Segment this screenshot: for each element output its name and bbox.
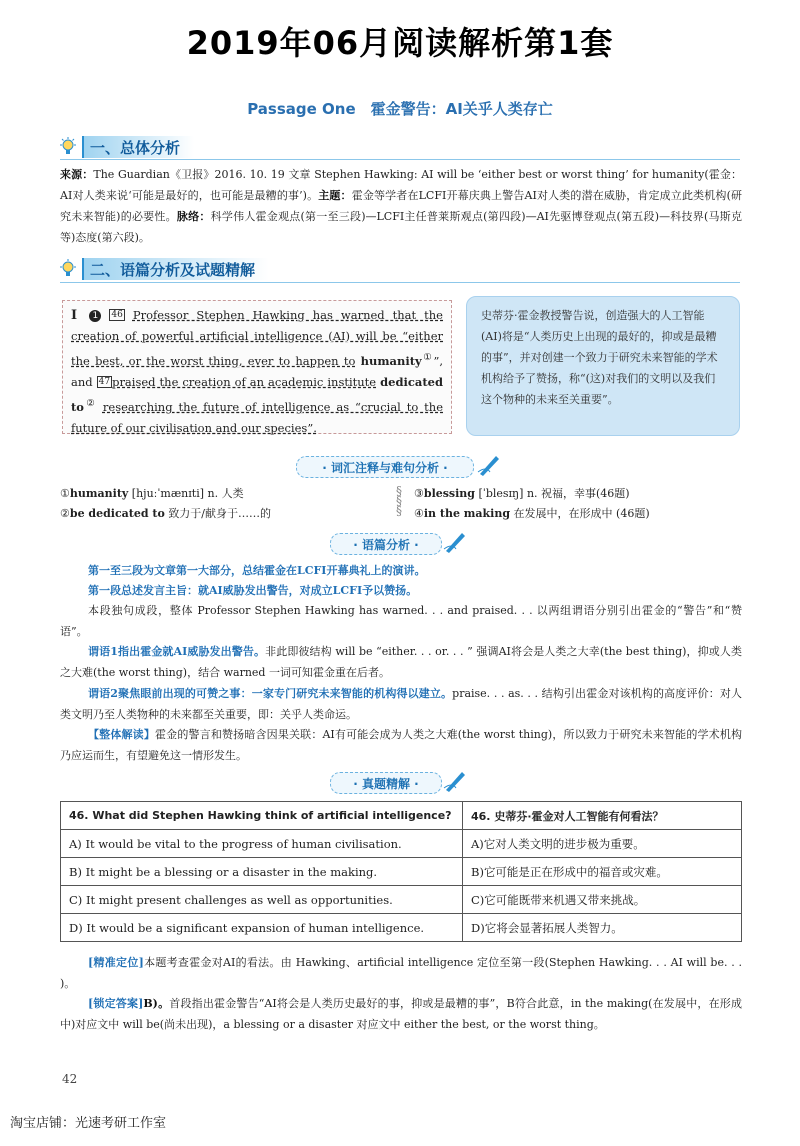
vocab-item	[414, 504, 650, 524]
page-title: 2019年06月阅读解析第1套	[186, 24, 614, 62]
passage-sentence-1: Professor Stephen Hawking has warned that the creation of powerful artificial intelligence (AI) will be “either the best, or the worst thing, ever to happen to	[71, 308, 443, 368]
vocab-word: blessing	[423, 487, 475, 500]
discourse-subhead: 谓语1指出霍金就AI威胁发出警告。	[88, 645, 266, 658]
vocab-definition: 在发展中，在形成中 (46题)	[513, 507, 650, 520]
passage-box	[62, 300, 452, 434]
table-row	[61, 858, 742, 886]
vocab-phonetic: [hjuːˈmænɪti]	[131, 487, 205, 500]
vocab-item	[60, 504, 271, 524]
vocab-number: ③	[414, 487, 424, 500]
option-en: C) It might present challenges as well as opportunities.	[61, 886, 463, 914]
translation-box: 史蒂芬·霍金教授警告说，创造强大的人工智能(AI)将是“人类历史上出现的最好的，抑或是最糟的事”，并对创建一个致力于研究未来智能的学术机构给予了赞扬，称“(这)对我们的文明以及我们这个物种的未来至关重要”。	[466, 296, 740, 436]
section-heading-overall	[58, 134, 194, 160]
answer-label: [锁定答案]	[88, 997, 144, 1010]
discourse-text: praise. . . as. . . 结构引出霍金对该机构的高度评价：对人类文明乃至人类物种的未来都至关重要，即：关乎人类命运。	[60, 687, 742, 721]
answer-key	[60, 993, 742, 1035]
theme-label: 主题：	[318, 189, 352, 202]
passage-sentence-2: ”, and	[71, 353, 443, 389]
divider	[60, 159, 740, 160]
roman-numeral: Ⅰ	[71, 308, 82, 323]
source-label: 来源：	[60, 168, 94, 181]
answer-text: 首段指出霍金警告“AI将会是人类历史最好的事，抑或是最糟的事”，B符合此意，in the making(在发展中，在形成中)对应文中 will be(尚未出现)，a blessing or a disaster 对应文中 either the best, or the worst thing。	[60, 997, 742, 1031]
discourse-text: 本段独句成段，整体 Professor Stephen Hawking has warned. . . and praised. . . 以两组谓语分别引出霍金的“警告”和“赞语”。	[60, 604, 742, 638]
note-marker: ①	[421, 352, 434, 363]
vocab-separator: § § §	[396, 484, 402, 518]
question-en: 46. What did Stephen Hawking think of artificial intelligence?	[61, 802, 463, 830]
answer-locate	[60, 952, 742, 994]
pen-icon	[442, 529, 468, 553]
divider	[60, 282, 740, 283]
vocab-label: · 词汇注释与难句分析 ·	[296, 456, 474, 478]
page-number: 42	[62, 1072, 78, 1086]
discourse-text: 霍金的警言和赞扬暗含因果关联：AI有可能会成为人类之大难(the worst thing)，所以致力于研究未来智能的学术机构乃应运而生，有望避免这一情形发生。	[60, 728, 743, 762]
vocab-number: ①	[60, 487, 70, 500]
outline-label: 脉络：	[176, 210, 211, 223]
note-marker: ②	[83, 397, 98, 409]
option-en: B) It might be a blessing or a disaster in the making.	[61, 858, 463, 886]
table-row	[61, 830, 742, 858]
vocab-number: ④	[414, 507, 424, 520]
discourse-part-summary: 第一至三段为文章第一大部分，总结霍金在LCFI开幕典礼上的演讲。	[88, 564, 426, 577]
option-cn: B)它可能是正在形成中的福音或灾难。	[463, 858, 742, 886]
vocab-item	[414, 484, 630, 504]
vocab-word: humanity	[69, 487, 129, 500]
footer-shop-text: 淘宝店铺：光速考研工作室	[10, 1116, 167, 1131]
section-heading-label: 二、语篇分析及试题精解	[82, 258, 269, 280]
discourse-predicate-2	[60, 683, 742, 725]
section-heading-label: 一、总体分析	[82, 136, 194, 158]
locate-text: 本题考查霍金对AI的看法。由 Hawking、artificial intelligence 定位至第一段(Stephen Hawking. . . AI will be. . . )。	[60, 956, 742, 990]
passage-sentence-3: praised the creation of an academic institute	[112, 374, 377, 389]
option-en: D) It would be a significant expansion of human intelligence.	[61, 914, 463, 942]
question-table	[60, 801, 742, 942]
discourse-predicate-1	[60, 641, 742, 683]
lightbulb-icon	[58, 259, 78, 279]
option-cn: D)它将会显著拓展人类智力。	[463, 914, 742, 942]
theme-text: 霍金等学者在LCFI开幕庆典上警告AI对人类的潜在威胁，肯定成立此类机构(研究未来智能)的必要性。	[60, 189, 743, 223]
line-marker: 46	[111, 310, 123, 320]
pen-icon	[476, 452, 502, 476]
option-cn: C)它可能既带来机遇又带来挑战。	[463, 886, 742, 914]
option-en: A) It would be vital to the progress of human civilisation.	[61, 830, 463, 858]
option-cn: A)它对人类文明的进步极为重要。	[463, 830, 742, 858]
vocab-number: ②	[60, 507, 70, 520]
table-row	[61, 914, 742, 942]
line-marker: 47	[98, 376, 111, 387]
vocab-definition: n. 祝福，幸事(46题)	[526, 487, 630, 500]
keyword-dedicated: dedicated to	[71, 374, 444, 414]
pen-icon	[442, 768, 468, 792]
vocab-definition: 致力于/献身于……的	[168, 507, 272, 520]
answer-choice: B)。	[143, 997, 170, 1010]
vocab-phonetic: [ˈblesɪŋ]	[478, 487, 524, 500]
passage-title: Passage One 霍金警告：AI关乎人类存亡	[247, 100, 553, 118]
section-heading-discourse	[58, 256, 269, 282]
discourse-subhead: 谓语2聚焦眼前出现的可赞之事：一家专门研究未来智能的机构得以建立。	[88, 687, 453, 700]
vocab-word: be dedicated to	[69, 507, 165, 520]
discourse-text: 非此即彼结构 will be “either. . . or. . . ” 强调AI将会是人类之大幸(the best thing)，抑或人类之大难(the worst thing)，结合 warned 一词可知霍金重在后者。	[60, 645, 742, 679]
discourse-subhead: 【整体解读】	[88, 728, 155, 741]
question-cn: 46. 史蒂芬·霍金对人工智能有何看法？	[463, 802, 742, 830]
questions-label: · 真题精解 ·	[330, 772, 442, 794]
vocab-definition: n. 人类	[207, 487, 244, 500]
keyword-humanity: humanity	[360, 353, 422, 368]
discourse-overall	[60, 724, 742, 766]
lightbulb-icon	[58, 137, 78, 157]
table-row	[61, 802, 742, 830]
discourse-label: · 语篇分析 ·	[330, 533, 442, 555]
paragraph-number: 1	[89, 310, 101, 322]
vocab-word: in the making	[423, 507, 511, 520]
overall-analysis-text	[60, 164, 742, 248]
vocab-item	[60, 484, 244, 504]
source-text: The Guardian《卫报》2016. 10. 19 文章 Stephen Hawking: AI will be ‘either best or worst thing’ for humanity(霍金：AI对人类来说‘可能是最好的，也可能是最糟的事’)。	[60, 168, 742, 202]
outline-text: 科学伟人霍金观点(第一至三段)—LCFI主任普莱斯观点(第四段)—AI先驱博登观点(第五段)—科技界(马斯克等)态度(第六段)。	[60, 210, 743, 244]
discourse-para-summary: 第一段总述发言主旨：就AI威胁发出警告，对成立LCFI予以赞扬。	[88, 584, 418, 597]
locate-label: [精准定位]	[88, 956, 144, 969]
table-row	[61, 886, 742, 914]
passage-sentence-4: researching the future of intelligence as “crucial to the future of our civilisation and our species”.	[71, 399, 444, 435]
